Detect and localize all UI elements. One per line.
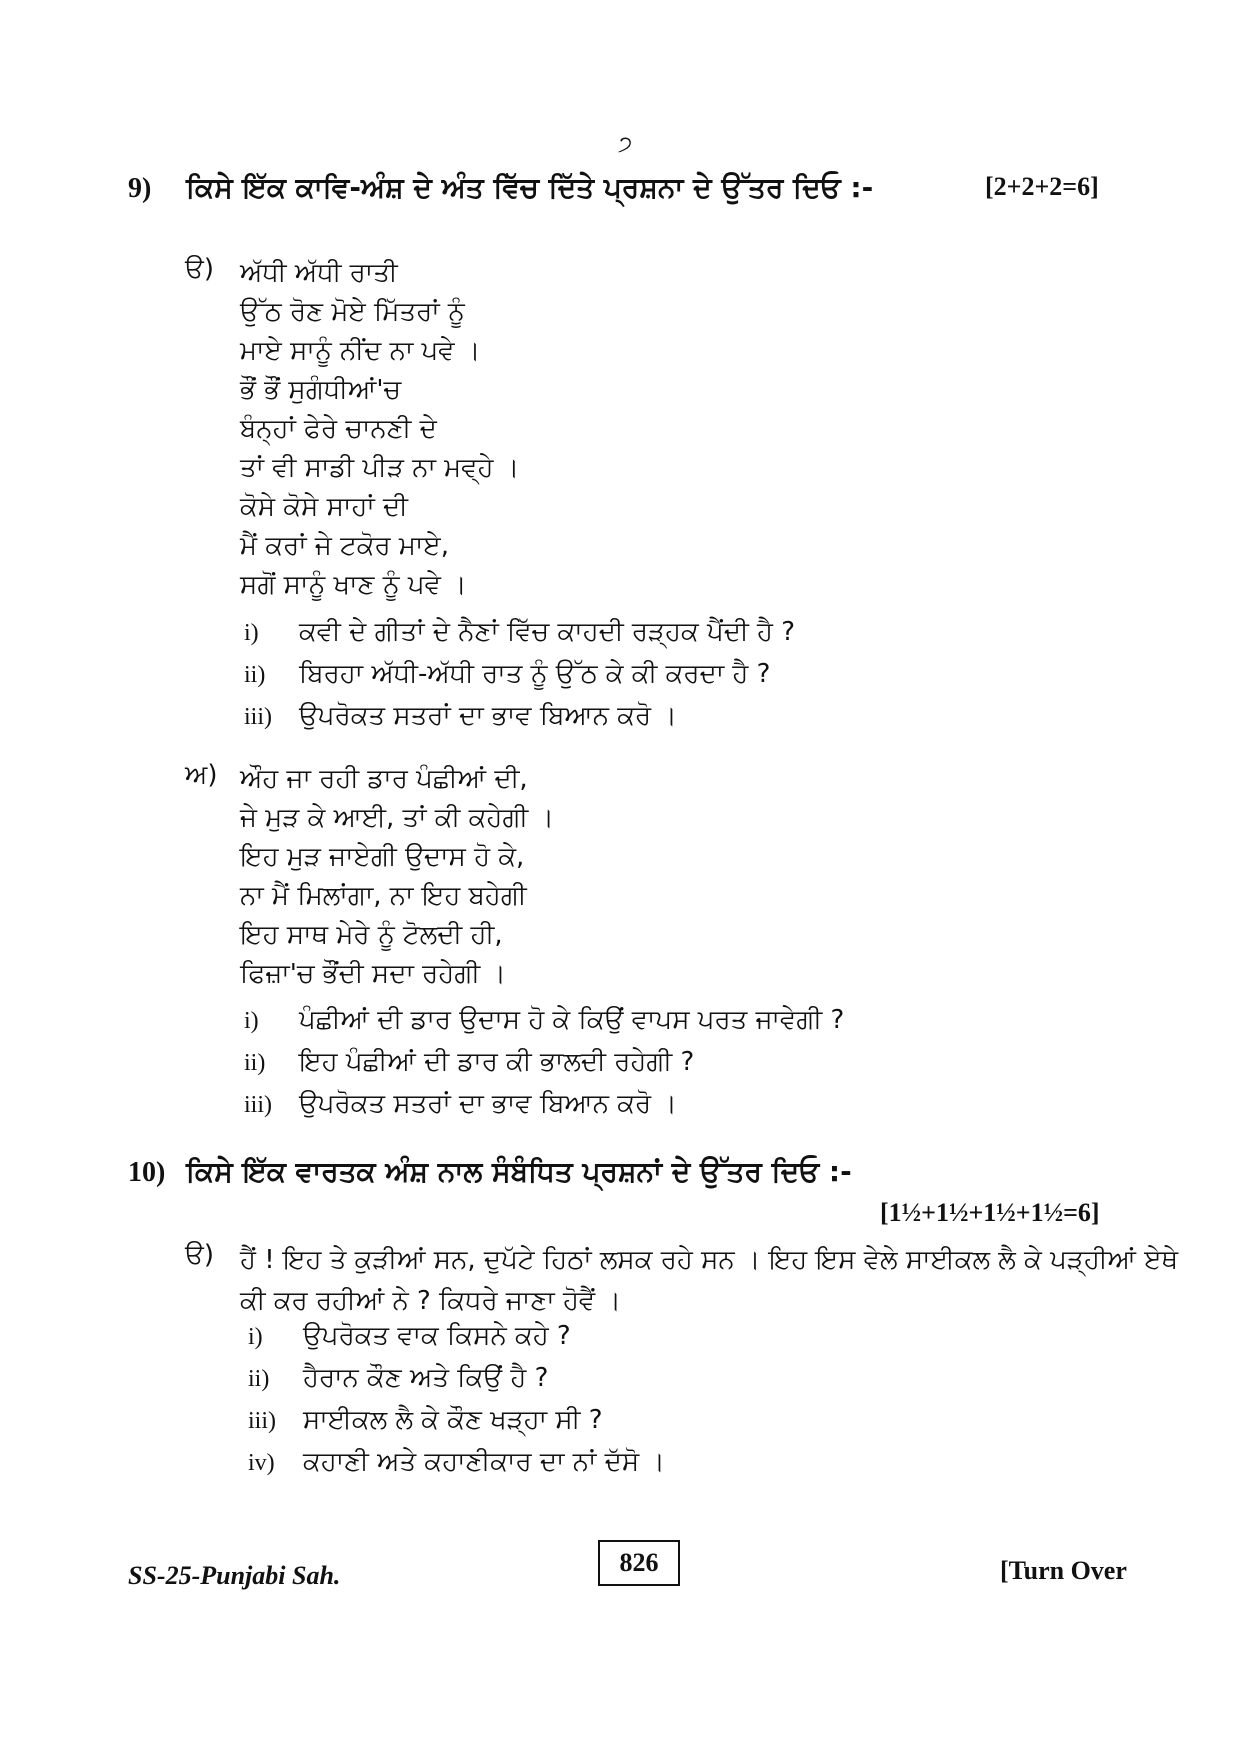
q9-option-b-questions bbox=[244, 1000, 844, 1126]
question-10-text: ਕਿਸੇ ਇੱਕ ਵਾਰਤਕ ਅੰਸ਼ ਨਾਲ ਸੰਬੰਧਿਤ ਪ੍ਰਸ਼ਨਾਂ ਦੇ ਉੱਤਰ ਦਿਓ :- bbox=[186, 1155, 852, 1188]
poem-line: ਇਹ ਸਾਥ ਮੇਰੇ ਨੂੰ ਟੋਲਦੀ ਹੀ, bbox=[240, 920, 503, 950]
poem-line: ਨਾ ਮੈਂ ਮਿਲਾਂਗਾ, ਨਾ ਇਹ ਬਹੇਗੀ bbox=[240, 881, 527, 911]
turn-over-label: [Turn Over bbox=[1000, 1556, 1127, 1585]
question-9-marks: [2+2+2=6] bbox=[985, 172, 1099, 201]
sub-question: i) ਉਪਰੋਕਤ ਵਾਕ ਕਿਸਨੇ ਕਹੇ ? bbox=[248, 1321, 571, 1351]
poem-line: ਉੱਠ ਰੋਣ ਮੋਏ ਮਿੱਤਰਾਂ ਨੂੰ bbox=[240, 297, 465, 327]
sub-question: ii) ਬਿਰਹਾ ਅੱਧੀ-ਅੱਧੀ ਰਾਤ ਨੂੰ ਉੱਠ ਕੇ ਕੀ ਕਰਦਾ ਹੈ ? bbox=[244, 659, 771, 689]
q9-option-b-poem bbox=[240, 760, 554, 994]
question-10-heading bbox=[128, 1152, 1128, 1193]
question-10-marks: [1½+1½+1½+1½=6] bbox=[880, 1198, 1100, 1227]
sub-question: iv) ਕਹਾਣੀ ਅਤੇ ਕਹਾਣੀਕਾਰ ਦਾ ਨਾਂ ਦੱਸੋ । bbox=[248, 1447, 665, 1477]
q9-option-b-letter: ਅ) bbox=[185, 760, 218, 790]
q9-option-a-questions bbox=[244, 612, 795, 738]
poem-line: ਅੱਧੀ ਅੱਧੀ ਰਾਤੀ bbox=[240, 258, 398, 288]
poem-line: ਇਹ ਮੁੜ ਜਾਏਗੀ ਉਦਾਸ ਹੋ ਕੇ, bbox=[240, 842, 525, 872]
paper-code: SS-25-Punjabi Sah. bbox=[128, 1561, 341, 1590]
q10-option-a-passage: ਹੈਂ ! ਇਹ ਤੇ ਕੁੜੀਆਂ ਸਨ, ਦੁਪੱਟੇ ਹਿਠਾਂ ਲਸਕ ਰਹੇ ਸਨ । ਇਹ ਇਸ ਵੇਲੇ ਸਾਈਕਲ ਲੈ ਕੇ ਪੜ੍ਹੀਆਂ ਏਥੇ ਕੀ ਕਰ ਰਹੀਆਂ ਨੇ ? ਕਿਧਰੇ ਜਾਣਾ ਹੋਵੈਂ । bbox=[240, 1245, 1179, 1316]
poem-line: ਜੇ ਮੁੜ ਕੇ ਆਈ, ਤਾਂ ਕੀ ਕਹੇਗੀ । bbox=[240, 803, 555, 833]
poem-line: ਫਿਜ਼ਾ'ਚ ਭੌਂਦੀ ਸਦਾ ਰਹੇਗੀ । bbox=[240, 959, 506, 989]
sub-question: i) ਕਵੀ ਦੇ ਗੀਤਾਂ ਦੇ ਨੈਣਾਂ ਵਿੱਚ ਕਾਹਦੀ ਰੜ੍ਹਕ ਪੈਂਦੀ ਹੈ ? bbox=[244, 617, 796, 647]
q9-option-a-poem bbox=[240, 254, 519, 605]
sub-question: iii) ਉਪਰੋਕਤ ਸਤਰਾਂ ਦਾ ਭਾਵ ਬਿਆਨ ਕਰੋ । bbox=[244, 701, 677, 731]
sub-question: ii) ਇਹ ਪੰਛੀਆਂ ਦੀ ਡਾਰ ਕੀ ਭਾਲਦੀ ਰਹੇਗੀ ? bbox=[244, 1047, 695, 1077]
question-9-text: ਕਿਸੇ ਇੱਕ ਕਾਵਿ-ਅੰਸ਼ ਦੇ ਅੰਤ ਵਿੱਚ ਦਿੱਤੇ ਪ੍ਰਸ਼ਨਾ ਦੇ ਉੱਤਰ ਦਿਓ :- bbox=[186, 171, 874, 204]
poem-line: ਮੈਂ ਕਰਾਂ ਜੇ ਟਕੋਰ ਮਾਏ, bbox=[240, 531, 449, 561]
sub-question: ii) ਹੈਰਾਨ ਕੌਣ ਅਤੇ ਕਿਉਂ ਹੈ ? bbox=[248, 1363, 549, 1393]
question-9-heading bbox=[128, 168, 1128, 209]
sub-question: i) ਪੰਛੀਆਂ ਦੀ ਡਾਰ ਉਦਾਸ ਹੋ ਕੇ ਕਿਉਂ ਵਾਪਸ ਪਰਤ ਜਾਵੇਗੀ ? bbox=[244, 1005, 845, 1035]
q9-option-a-letter: ੳ) bbox=[185, 254, 215, 284]
sub-question: iii) ਉਪਰੋਕਤ ਸਤਰਾਂ ਦਾ ਭਾਵ ਬਿਆਨ ਕਰੋ । bbox=[244, 1089, 677, 1119]
q10-option-a-questions bbox=[248, 1316, 665, 1484]
poem-line: ਕੋਸੇ ਕੋਸੇ ਸਾਹਾਂ ਦੀ bbox=[240, 492, 409, 522]
q10-option-a-letter: ੳ) bbox=[185, 1240, 215, 1270]
page-mark: ੭ bbox=[618, 132, 633, 157]
poem-line: ਬੰਨ੍ਹਾਂ ਫੇਰੇ ਚਾਨਣੀ ਦੇ bbox=[240, 414, 437, 444]
poem-line: ਮਾਏ ਸਾਨੂੰ ਨੀਂਦ ਨਾ ਪਵੇ । bbox=[240, 336, 481, 366]
question-9-number: 9) bbox=[128, 173, 152, 204]
poem-line: ਸਗੋਂ ਸਾਨੂੰ ਖਾਣ ਨੂੰ ਪਵੇ । bbox=[240, 570, 467, 600]
sub-question: iii) ਸਾਈਕਲ ਲੈ ਕੇ ਕੌਣ ਖੜ੍ਹਾ ਸੀ ? bbox=[248, 1405, 603, 1435]
question-10-number: 10) bbox=[128, 1157, 166, 1188]
poem-line: ਔਹ ਜਾ ਰਹੀ ਡਾਰ ਪੰਛੀਆਂ ਦੀ, bbox=[240, 764, 528, 794]
poem-line: ਤਾਂ ਵੀ ਸਾਡੀ ਪੀੜ ਨਾ ਮਵ੍ਹੇ । bbox=[240, 453, 520, 483]
poem-line: ਭੌਂ ਭੌਂ ਸੁਗੰਧੀਆਂ'ਚ bbox=[240, 375, 402, 405]
page-number-box: 826 bbox=[598, 1540, 680, 1586]
